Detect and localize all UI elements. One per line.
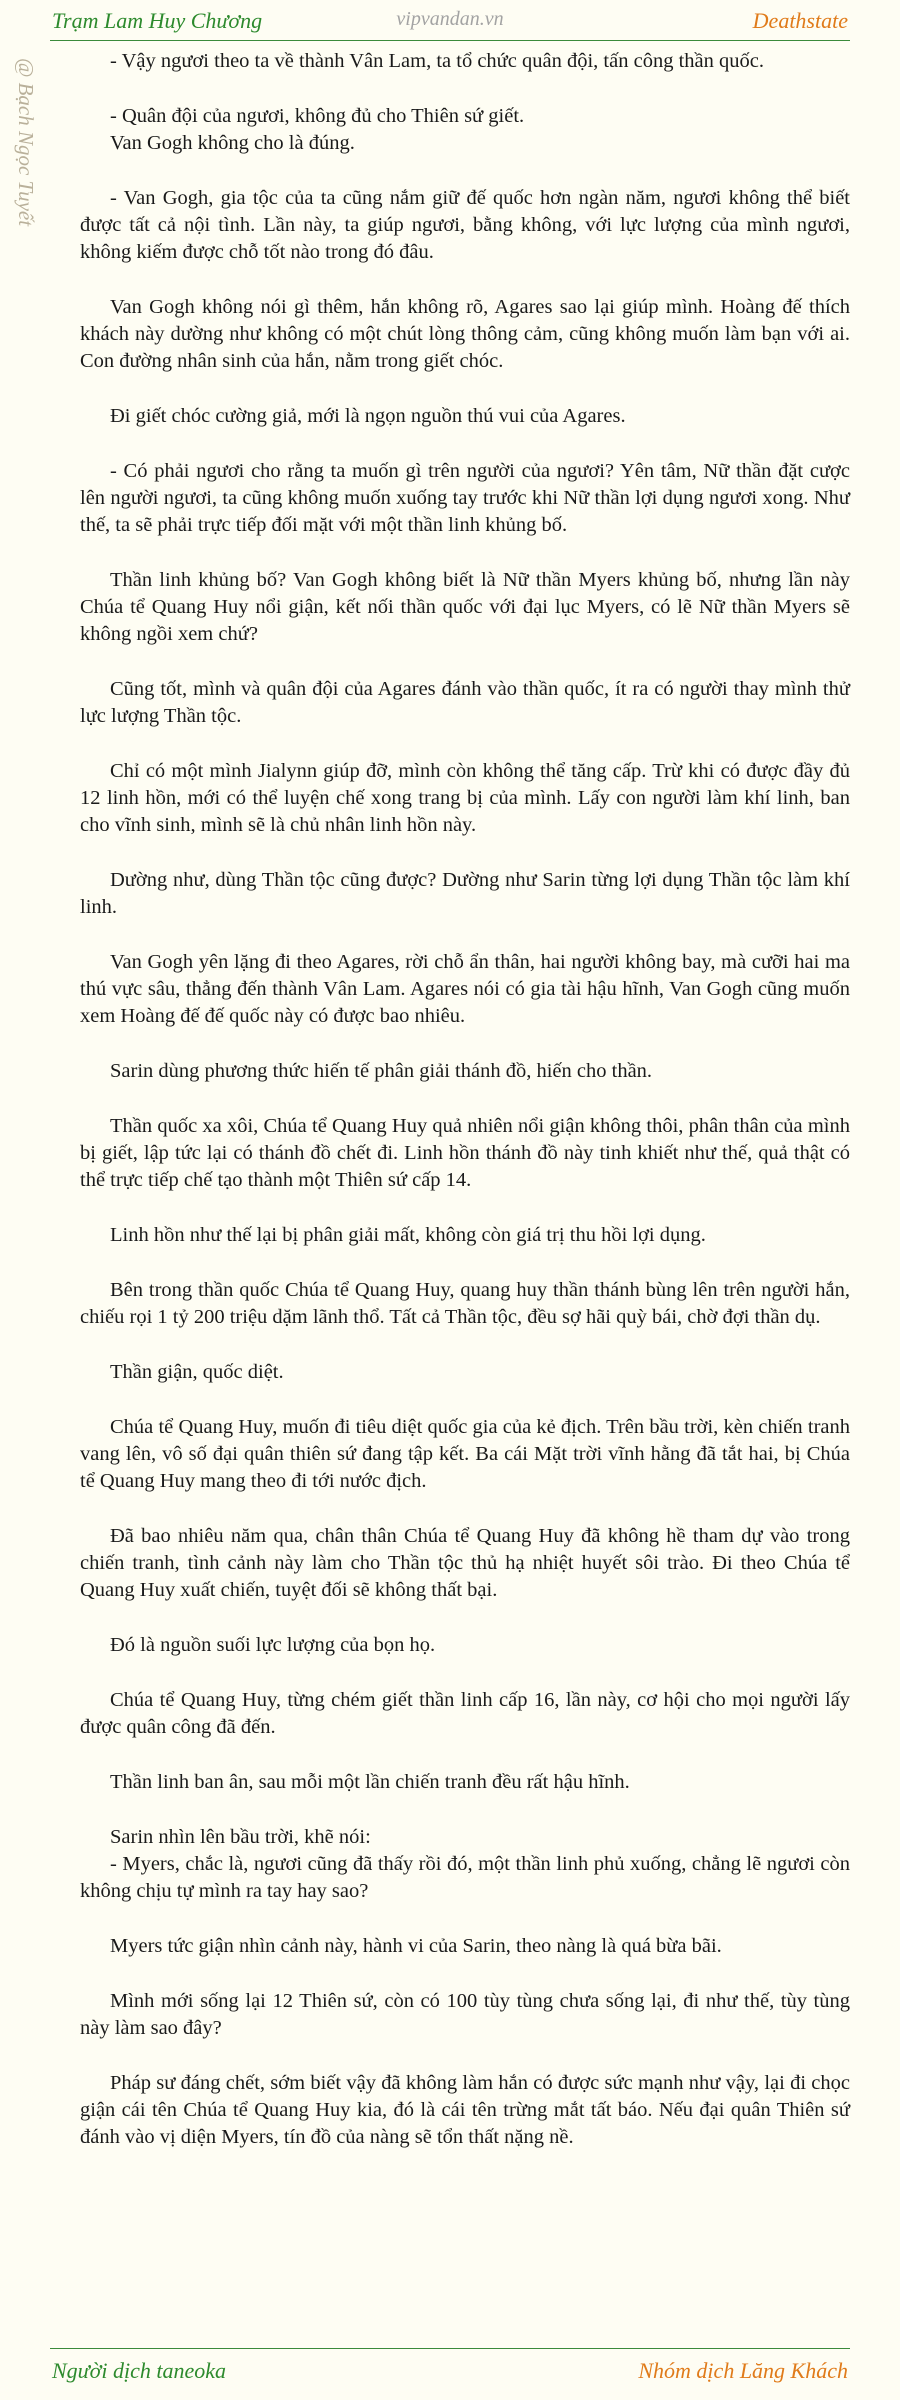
chapter-body [80,48,850,2179]
paragraph [80,1632,850,1659]
paragraph [80,758,850,839]
paragraph [80,676,850,730]
paragraph-line: Myers tức giận nhìn cảnh này, hành vi của Sarin, theo nàng là quá bừa bãi. [110,1935,722,1957]
paragraph [80,949,850,1030]
paragraph [80,1824,850,1905]
paragraph-line: Cũng tốt, mình và quân đội của Agares đánh vào thần quốc, ít ra có người thay mình thử lực lượng Thần tộc. [80,678,850,727]
paragraph-line: Van Gogh không nói gì thêm, hắn không rõ, Agares sao lại giúp mình. Hoàng đế thích khách này dường như không có một chút lòng thông cảm, cũng không muốn làm bạn với ai. Con đường nhân sinh của hắn, nằm trong giết chóc. [80,296,850,372]
paragraph-line: Đã bao nhiêu năm qua, chân thân Chúa tể Quang Huy đã không hề tham dự vào trong chiến tranh, tình cảnh này làm cho Thần tộc thủ hạ nhiệt huyết sôi trào. Đi theo Chúa tể Quang Huy xuất chiến, tuyệt đối sẽ không thất bại. [80,1525,850,1601]
paragraph-line: - Quân đội của ngươi, không đủ cho Thiên sứ giết. [110,105,525,127]
paragraph [80,294,850,375]
paragraph-line: Thần giận, quốc diệt. [110,1361,284,1383]
paragraph [80,1523,850,1604]
paragraph [80,185,850,266]
paragraph [80,1113,850,1194]
paragraph-line: Bên trong thần quốc Chúa tể Quang Huy, quang huy thần thánh bùng lên trên người hắn, chiếu rọi 1 tỷ 200 triệu dặm lãnh thổ. Tất cả Thần tộc, đều sợ hãi quỳ bái, chờ đợi thần dụ. [80,1279,850,1328]
paragraph [80,1359,850,1386]
paragraph-line: Chúa tể Quang Huy, từng chém giết thần linh cấp 16, lần này, cơ hội cho mọi người lấy được quân công đã đến. [80,1689,850,1738]
paragraph-line: - Vậy ngươi theo ta về thành Vân Lam, ta tổ chức quân đội, tấn công thần quốc. [110,50,764,72]
paragraph-line: Sarin nhìn lên bầu trời, khẽ nói: [110,1826,371,1848]
header-book-title: Deathstate [752,8,848,33]
footer-divider [50,2348,850,2349]
paragraph-line: Đó là nguồn suối lực lượng của bọn họ. [110,1634,436,1656]
paragraph-line: - Có phải ngươi cho rằng ta muốn gì trên người của ngươi? Yên tâm, Nữ thần đặt cược lên người ngươi, ta cũng không muốn xuống tay trước khi Nữ thần lợi dụng ngươi xong. Như thế, ta sẽ phải trực tiếp đối mặt với một thần linh khủng bố. [80,460,850,536]
paragraph-line: Dường như, dùng Thần tộc cũng được? Dường như Sarin từng lợi dụng Thần tộc làm khí linh. [80,869,850,918]
paragraph [80,567,850,648]
paragraph-line: - Myers, chắc là, ngươi cũng đã thấy rồi đó, một thần linh phủ xuống, chẳng lẽ ngươi còn không chịu tự mình ra tay hay sao? [80,1853,850,1902]
paragraph-line: Thần quốc xa xôi, Chúa tể Quang Huy quả nhiên nổi giận không thôi, phân thân của mình bị giết, lập tức lại có thánh đồ chết đi. Linh hồn thánh đồ này tinh khiết như thế, quả thật có thể trực tiếp chế tạo thành một Thiên sứ cấp 14. [80,1115,850,1191]
paragraph-line: Mình mới sống lại 12 Thiên sứ, còn có 100 tùy tùng chưa sống lại, đi như thế, tùy tùng này làm sao đây? [80,1990,850,2039]
paragraph [80,458,850,539]
paragraph-line: Sarin dùng phương thức hiến tế phân giải thánh đồ, hiến cho thần. [110,1060,653,1082]
paragraph [80,2070,850,2151]
paragraph-line: Chúa tể Quang Huy, muốn đi tiêu diệt quốc gia của kẻ địch. Trên bầu trời, kèn chiến tranh vang lên, vô số đại quân thiên sứ đang tập kết. Ba cái Mặt trời vĩnh hằng đã tắt hai, bị Chúa tể Quang Huy mang theo đi tới nước địch. [80,1416,850,1492]
paragraph [80,1769,850,1796]
paragraph [80,1277,850,1331]
paragraph-line: Van Gogh không cho là đúng. [110,132,355,154]
paragraph-line: Thần linh khủng bố? Van Gogh không biết là Nữ thần Myers khủng bố, nhưng lần này Chúa tể Quang Huy nổi giận, kết nối thần quốc với đại lục Myers, có lẽ Nữ thần Myers sẽ không ngồi xem chứ? [80,569,850,645]
paragraph-line: Linh hồn như thế lại bị phân giải mất, không còn giá trị thu hồi lợi dụng. [110,1224,706,1246]
paragraph [80,1058,850,1085]
footer-group: Nhóm dịch Lăng Khách [638,2358,848,2383]
paragraph [80,103,850,157]
paragraph [80,1988,850,2042]
paragraph-line: - Van Gogh, gia tộc của ta cũng nắm giữ đế quốc hơn ngàn năm, ngươi không thể biết được tất cả nội tình. Lần này, ta giúp ngươi, bằng không, với lực lượng của mình ngươi, không kiếm được chỗ tốt nào trong đó đâu. [80,187,850,263]
paragraph [80,1687,850,1741]
paragraph [80,1222,850,1249]
paragraph [80,403,850,430]
paragraph-line: Đi giết chóc cường giả, mới là ngọn nguồn thú vui của Agares. [110,405,626,427]
paragraph [80,1933,850,1960]
side-watermark: @ Bạch Ngọc Tuyết [14,58,38,227]
paragraph-line: Chỉ có một mình Jialynn giúp đỡ, mình còn không thể tăng cấp. Trừ khi có được đầy đủ 12 linh hồn, mới có thể luyện chế xong trang bị của mình. Lấy con người làm khí linh, ban cho vĩnh sinh, mình sẽ là chủ nhân linh hồn này. [80,760,850,836]
paragraph-line: Thần linh ban ân, sau mỗi một lần chiến tranh đều rất hậu hĩnh. [110,1771,630,1793]
paragraph [80,867,850,921]
footer-translator: Người dịch taneoka [52,2358,227,2383]
paragraph [80,48,850,75]
header-divider [50,40,850,41]
paragraph [80,1414,850,1495]
header-url: vipvandan.vn [396,8,504,30]
paragraph-line: Van Gogh yên lặng đi theo Agares, rời chỗ ẩn thân, hai người không bay, mà cưỡi hai ma thú vực sâu, thẳng đến thành Vân Lam. Agares nói có gia tài hậu hĩnh, Van Gogh cũng muốn xem Hoàng đế đế quốc này có được bao nhiêu. [80,951,850,1027]
header-site-name: Trạm Lam Huy Chương [52,8,263,33]
paragraph-line: Pháp sư đáng chết, sớm biết vậy đã không làm hắn có được sức mạnh như vậy, lại đi chọc giận cái tên Chúa tể Quang Huy kia, đó là cái tên trừng mắt tất báo. Nếu đại quân Thiên sứ đánh vào vị diện Myers, tín đồ của nàng sẽ tổn thất nặng nề. [80,2072,850,2148]
